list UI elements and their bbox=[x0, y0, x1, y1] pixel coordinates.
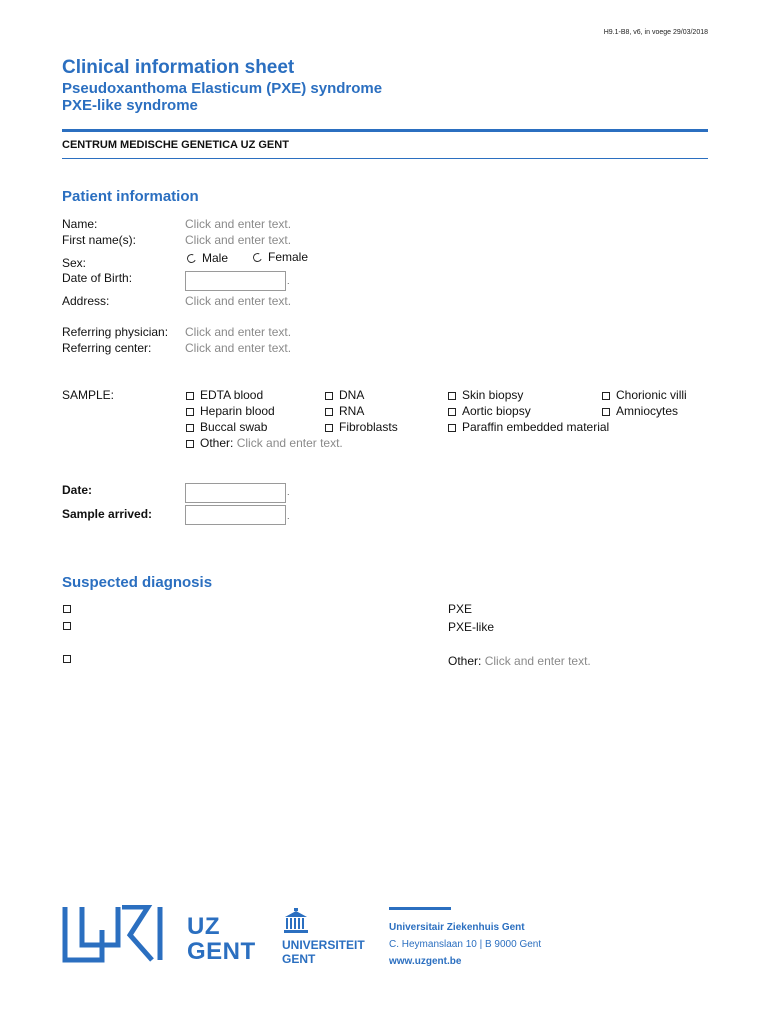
date-label: Date: bbox=[62, 483, 93, 497]
checkbox-icon bbox=[186, 408, 194, 416]
sample-fibroblasts-checkbox[interactable] bbox=[325, 420, 398, 434]
sample-option-label: Amniocytes bbox=[616, 404, 679, 418]
ugent-wordmark bbox=[282, 938, 365, 966]
checkbox-icon bbox=[448, 424, 456, 432]
header-divider bbox=[62, 129, 708, 132]
sample-other-field[interactable]: Click and enter text. bbox=[236, 436, 343, 450]
address-field[interactable]: Click and enter text. bbox=[185, 294, 292, 308]
gent-line: GENT bbox=[187, 938, 256, 965]
referring-physician-label: Referring physician: bbox=[62, 325, 169, 339]
patient-info-heading: Patient information bbox=[62, 188, 199, 205]
uz-gent-wordmark bbox=[187, 914, 256, 964]
sex-label: Sex: bbox=[62, 256, 87, 270]
university-building-icon bbox=[283, 908, 309, 934]
sex-male-label: Male bbox=[202, 251, 229, 265]
checkbox-icon bbox=[448, 392, 456, 400]
radio-icon bbox=[186, 253, 198, 265]
sex-female-radio[interactable] bbox=[253, 250, 308, 264]
sample-chorionic-checkbox[interactable] bbox=[602, 388, 687, 402]
footer-website-link[interactable]: www.uzgent.be bbox=[389, 956, 462, 967]
address-label: Address: bbox=[62, 294, 110, 308]
diagnosis-other-field[interactable]: Click and enter text. bbox=[484, 654, 591, 668]
dob-label: Date of Birth: bbox=[62, 271, 133, 285]
header-divider-thin bbox=[62, 158, 708, 159]
footer-accent-bar bbox=[389, 907, 451, 910]
dob-field[interactable] bbox=[185, 271, 286, 291]
date-dot: . bbox=[287, 487, 290, 497]
diagnosis-pxe-label: PXE bbox=[448, 602, 473, 616]
diagnosis-other bbox=[448, 654, 591, 668]
referring-physician-field[interactable]: Click and enter text. bbox=[185, 325, 292, 339]
sex-male-radio[interactable] bbox=[187, 251, 228, 265]
sample-amniocytes-checkbox[interactable] bbox=[602, 404, 678, 418]
checkbox-icon bbox=[325, 424, 333, 432]
sample-option-label: EDTA blood bbox=[200, 388, 264, 402]
sample-option-label: Paraffin embedded material bbox=[462, 420, 610, 434]
checkbox-icon bbox=[325, 392, 333, 400]
uz-gent-logo-icon bbox=[60, 905, 180, 967]
sample-option-label: DNA bbox=[339, 388, 365, 402]
sample-arrived-dot: . bbox=[287, 511, 290, 521]
checkbox-icon bbox=[186, 424, 194, 432]
footer-street: C. Heymanslaan 10 | B 9000 Gent bbox=[389, 939, 542, 950]
date-field[interactable] bbox=[185, 483, 286, 503]
diagnosis-pxe-checkbox[interactable] bbox=[63, 605, 71, 613]
diagnosis-pxe-like-checkbox[interactable] bbox=[63, 622, 71, 630]
sample-aortic-biopsy-checkbox[interactable] bbox=[448, 404, 531, 418]
name-field[interactable]: Click and enter text. bbox=[185, 217, 292, 231]
sample-buccal-checkbox[interactable] bbox=[186, 420, 267, 434]
subtitle-pxe-like: PXE-like syndrome bbox=[62, 97, 198, 114]
diagnosis-heading: Suspected diagnosis bbox=[62, 574, 213, 591]
checkbox-icon bbox=[186, 440, 194, 448]
sample-option-label: Chorionic villi bbox=[616, 388, 687, 402]
document-id: H9.1-B8, v6, in voege 29/03/2018 bbox=[603, 29, 708, 36]
sample-option-label: Heparin blood bbox=[200, 404, 275, 418]
page-title: Clinical information sheet bbox=[62, 57, 295, 78]
sample-edta-checkbox[interactable] bbox=[186, 388, 263, 402]
sample-option-label: Fibroblasts bbox=[339, 420, 398, 434]
sample-other-label: Other: bbox=[200, 436, 234, 450]
checkbox-icon bbox=[186, 392, 194, 400]
footer-address bbox=[389, 919, 541, 970]
footer-hospital-name: Universitair Ziekenhuis Gent bbox=[389, 922, 525, 933]
sample-paraffin-checkbox[interactable] bbox=[448, 420, 609, 434]
sample-other-checkbox[interactable] bbox=[186, 436, 343, 450]
name-label: Name: bbox=[62, 217, 98, 231]
checkbox-icon bbox=[448, 408, 456, 416]
sample-option-label: Buccal swab bbox=[200, 420, 268, 434]
sample-rna-checkbox[interactable] bbox=[325, 404, 364, 418]
center-name: CENTRUM MEDISCHE GENETICA UZ GENT bbox=[62, 139, 289, 151]
diagnosis-other-checkbox[interactable] bbox=[63, 655, 71, 663]
radio-icon bbox=[252, 252, 264, 264]
checkbox-icon bbox=[325, 408, 333, 416]
sample-option-label: Aortic biopsy bbox=[462, 404, 531, 418]
sample-label: SAMPLE: bbox=[62, 388, 115, 402]
referring-center-field[interactable]: Click and enter text. bbox=[185, 341, 292, 355]
firstname-label: First name(s): bbox=[62, 233, 137, 247]
subtitle-pxe: Pseudoxanthoma Elasticum (PXE) syndrome bbox=[62, 80, 383, 97]
universiteit-line: UNIVERSITEIT bbox=[282, 938, 365, 952]
ugent-gent-line: GENT bbox=[282, 952, 316, 966]
dob-dot: . bbox=[287, 276, 290, 286]
diagnosis-pxe-like-label: PXE-like bbox=[448, 620, 495, 634]
sex-female-label: Female bbox=[268, 250, 309, 264]
sample-option-label: Skin biopsy bbox=[462, 388, 524, 402]
sample-option-label: RNA bbox=[339, 404, 365, 418]
checkbox-icon bbox=[602, 408, 610, 416]
sample-arrived-label: Sample arrived: bbox=[62, 507, 153, 521]
sample-skin-biopsy-checkbox[interactable] bbox=[448, 388, 523, 402]
uz-line: UZ bbox=[187, 913, 220, 940]
referring-center-label: Referring center: bbox=[62, 341, 152, 355]
sample-arrived-field[interactable] bbox=[185, 505, 286, 525]
firstname-field[interactable]: Click and enter text. bbox=[185, 233, 292, 247]
sample-heparin-checkbox[interactable] bbox=[186, 404, 275, 418]
sample-dna-checkbox[interactable] bbox=[325, 388, 364, 402]
checkbox-icon bbox=[602, 392, 610, 400]
diagnosis-other-label: Other: bbox=[448, 654, 482, 668]
